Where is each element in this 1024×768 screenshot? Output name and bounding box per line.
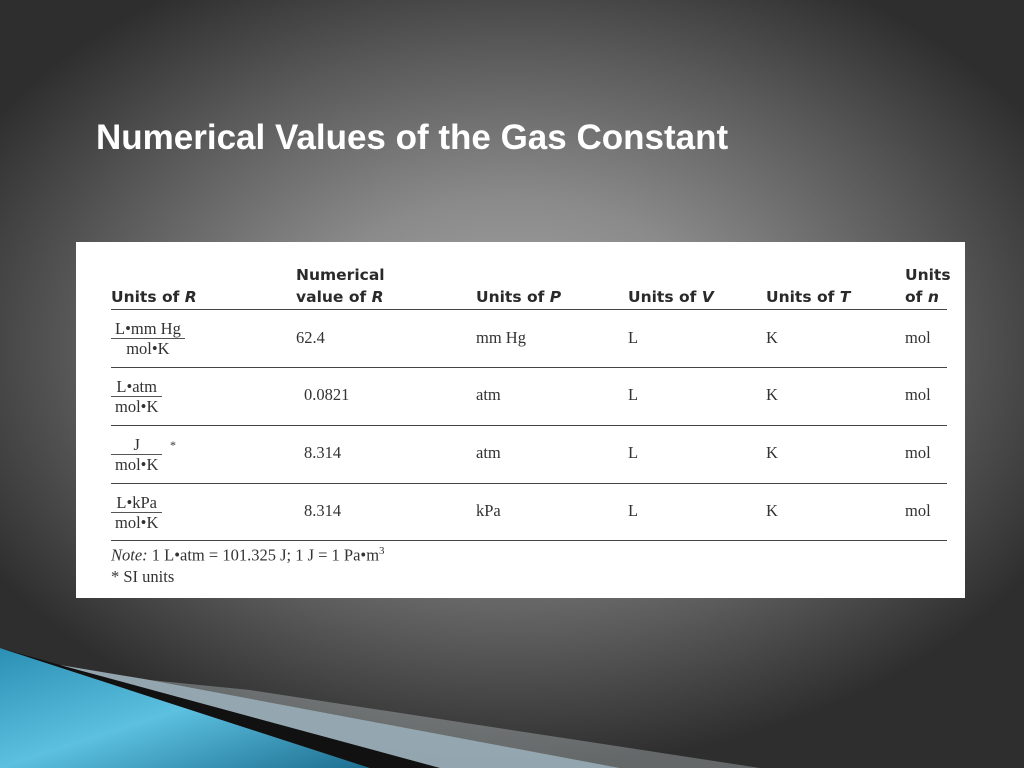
row-2-r-numerator: L•atm [116, 377, 157, 396]
row-2-units-of-r [111, 377, 162, 416]
header-units-of-v [628, 260, 714, 308]
table-note [111, 545, 385, 566]
header-units-of-p-label: Units of [476, 288, 545, 306]
si-units-note: * SI units [111, 567, 175, 586]
row-3-units-t: K [766, 443, 778, 462]
row-divider [111, 425, 947, 426]
gas-constant-table [76, 242, 965, 598]
row-2-units-n: mol [905, 385, 931, 404]
row-4-units-p: kPa [476, 501, 501, 520]
header-units-of-t [766, 260, 850, 308]
header-units-of-n [905, 260, 951, 308]
row-2-units-t: K [766, 385, 778, 404]
header-units-of-r [111, 260, 197, 308]
row-3-units-v: L [628, 443, 639, 462]
header-numerical-var: R [371, 288, 384, 306]
row-3-units-p: atm [476, 443, 501, 462]
row-3-units-of-r [111, 435, 162, 474]
row-2-units-v: L [628, 385, 639, 404]
header-units-of-v-label: Units of [628, 288, 697, 306]
row-divider [111, 367, 947, 368]
row-4-units-n: mol [905, 501, 931, 520]
header-t-var: T [839, 288, 851, 306]
row-1-units-p: mm Hg [476, 328, 526, 347]
row-4-r-numerator: L•kPa [116, 493, 157, 512]
row-4-units-of-r [111, 493, 162, 532]
header-units-of-r-label: Units of [111, 288, 180, 306]
row-2-value: 0.0821 [304, 385, 350, 404]
header-numerical-line1: Numerical [296, 266, 385, 284]
row-3-units-n: mol [905, 443, 931, 462]
note-label: Note: [111, 545, 148, 565]
row-4-r-denominator: mol•K [115, 513, 159, 532]
header-units-of-p [476, 260, 561, 308]
row-divider [111, 483, 947, 484]
header-p-var: P [549, 288, 562, 306]
row-4-value: 8.314 [304, 501, 342, 520]
row-1-units-n: mol [905, 328, 931, 347]
row-2-units-p: atm [476, 385, 501, 404]
si-unit-asterisk: * [170, 438, 176, 452]
row-1-value: 62.4 [296, 328, 325, 347]
row-1-r-denominator: mol•K [126, 339, 170, 358]
row-3-r-numerator: J [133, 435, 140, 454]
row-4-units-t: K [766, 501, 778, 520]
header-units-of-t-label: Units of [766, 288, 835, 306]
note-text: 1 L•atm = 101.325 J; 1 J = 1 Pa•m [147, 545, 380, 565]
header-units-n-line1: Units [905, 266, 951, 284]
note-superscript: 3 [379, 545, 385, 557]
header-units-n-line2: of [905, 288, 923, 306]
table-bottom-rule [111, 540, 947, 541]
row-3-value: 8.314 [304, 443, 342, 462]
row-4-units-v: L [628, 501, 639, 520]
header-r-var: R [184, 288, 197, 306]
row-3-r-denominator: mol•K [115, 455, 159, 474]
row-1-units-t: K [766, 328, 778, 347]
row-1-units-v: L [628, 328, 639, 347]
row-1-r-numerator: L•mm Hg [115, 319, 181, 338]
header-numerical-line2: value of [296, 288, 367, 306]
row-1-units-of-r [111, 319, 185, 358]
row-2-r-denominator: mol•K [115, 397, 159, 416]
slide-title: Numerical Values of the Gas Constant [96, 118, 729, 157]
header-divider [111, 309, 947, 310]
header-numerical-value [296, 260, 385, 308]
header-n-var: n [927, 288, 939, 306]
header-v-var: V [701, 288, 714, 306]
